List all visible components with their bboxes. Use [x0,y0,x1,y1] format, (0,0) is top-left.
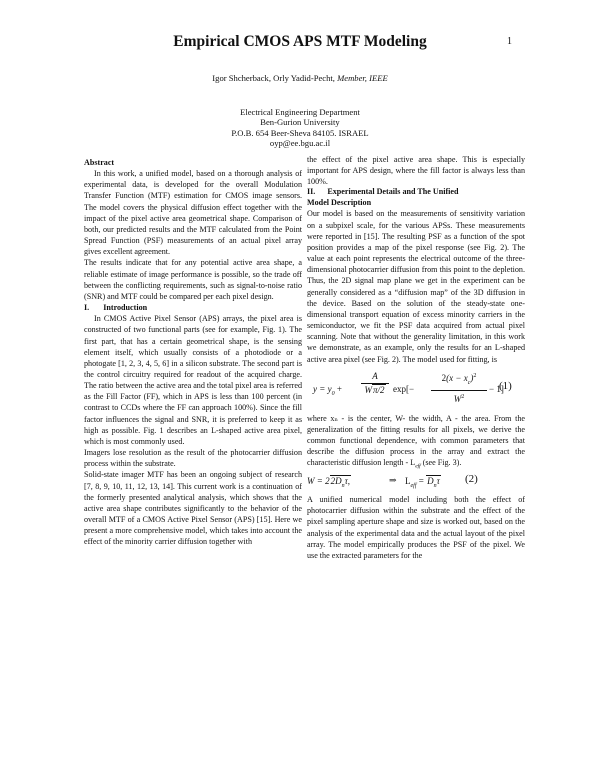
affiliation-university: Ben-Gurion University [260,117,340,128]
eq2-arrow: ⇒ [389,475,397,486]
eq1-lhs: $y = y_0$ + [313,383,342,397]
equation-number-1: (1) [499,379,512,392]
equation-1 [307,371,525,409]
eq1-fraction [361,371,389,396]
author-role: Member, IEEE [337,73,388,83]
abstract-paragraph: The results indicate that for any potential active area shape, a reliable estimate of image performance is possible, so the trade off between the conflicting requirements, such as signal-to-noise ratio (SNR) and MTF could be compared per each pixel design. [84,258,302,301]
section-title-line1: Experimental Details and The Unified [327,187,459,197]
body-paragraph: A unified numerical model including both the effect of photocarrier diffusion within the substrate and the effect of the pixel sampling aperture shape and size is worked out, based on the analysis of the experimental data and the actual layout of the pixel array. The model empirically produces the PSF of the pixel. We use the extracted parameters for the [307,495,525,560]
body-paragraph: where xₙ - is the center, W- the width, A - the area. From the generalization of the fitting results for all pixels, we derive the common functional dependence, with common parameters that describe the diffusion process in the array and extract the characteristic diffusion length - $L_{eff}$ (see Fig. 3). [307,413,525,470]
affiliation-address: P.O.B. 654 Beer-Sheva 84105. ISRAEL [231,127,369,138]
left-column [84,157,302,547]
eq2-lhs: $W = 22D_n\tau$, [307,476,351,489]
eq2-rhs: $L_{eff} = D_n\tau$ [405,476,440,489]
body-paragraph: Our model is based on the measurements of sensitivity variation on a subpixel scale, for the various APSs. These measurements were reported in [15]. The resulting PSF as a function of the spot position provides a map of the pixel response (see Fig. 2). The value at each point represents the electrical outcome of the three-dimensional photocarrier diffusion from this point to the depletion. Thus, the 2D signal map plane we get in the experiment can be generally considered as a “diffusion map” of the 3D diffusion in the device. Based on the solution of the steady-state one-dimensional transport equation of excess minority carriers in the semiconductor, we fit the PSF data acquired from actual pixel scanning. Note that without the generality limitation, in this work we demonstrate, as an example, only the results for an L-shaped active area pixel (see Fig. 2). The model used for fitting, is [307,209,525,364]
paper-title: Empirical CMOS APS MTF Modeling [173,33,427,50]
eq1-denominator-2: $W^2$ [453,393,465,404]
body-paragraph: Solid-state imager MTF has been an ongoing subject of research [7, 8, 9, 10, 11, 12, 13, 14]. This current work is a continuation of the formerly presented analytical analysis, which shows that the active area shape contributes significantly to the behavior of the overall MTF of a CMOS Active Pixel Sensor (APS) [15]. Here we present a more comprehensive model, which takes into account the effect of the minority carrier diffusion together with [84,470,302,547]
body-paragraph: In CMOS Active Pixel Sensor (APS) arrays, the pixel area is constructed of two functional parts (see for example, Fig. 1). The first part, that has a certain geometrical shape, is the sensing element itself, which usually consists of a photodiode or a photogate [1, 2, 3, 4, 5, 6] in a silicon substrate. The second part is the control circuitry required for readout of the acquired charge. The ratio between the active area and the total pixel area is referred as the Fill Factor (FF), which in APS is less than 100 percent (in contrast to CCDs where the FF can approach 100%). Since the fill factor influences the signal and SNR, it is preferred to keep it as high as possible. Fig. 1 describes an L-shaped active area pixel, which is most commonly used. [84,314,302,446]
equation-number-2: (2) [465,473,478,486]
abstract-heading: Abstract [84,158,115,167]
section-title-line2: Model Description [307,197,372,207]
eq1-tail: − 1] [489,383,504,394]
affiliation-email: oyp@ee.bgu.ac.il [269,138,331,149]
eq1-numerator: A [361,371,389,384]
body-paragraph: the effect of the pixel active area shape. This is especially important for APS design, where the fill factor is always less than 100%. [307,155,525,187]
author-names: Igor Shcherback, Orly Yadid-Pecht, [212,73,335,83]
abstract-paragraph: In this work, a unified model, based on a thorough analysis of experimental data, is developed for the overall Modulation Transfer Function (MTF) estimation for CMOS image sensors. The model covers the physical diffusion effect together with the impact of the pixel active area geometrical shape. Comparison of both, our predicted results and the MTF calculated from the Point Spread Function (PSF) measurements of an actual pixel array gives excellent agreement. [84,169,302,257]
body-paragraph: Imagers lose resolution as the result of the photocarrier diffusion process within the substrate. [84,448,302,469]
section-number: II. [307,187,316,197]
right-column [307,154,525,561]
eq1-denominator: Wπ/2 [364,384,385,395]
section-heading-introduction [84,302,302,313]
section-heading-experimental [307,187,525,208]
eq1-fraction-2 [431,371,487,405]
section-number: I. [84,303,90,313]
eq1-numerator-2: $2(x - x_c)^2$ [431,371,487,391]
section-title: Introduction [103,303,148,313]
author-line [0,73,600,83]
eq1-exp: exp[− [393,383,415,394]
affiliation-department: Electrical Engineering Department [240,107,360,117]
page-number: 1 [507,36,512,47]
equation-2 [307,474,525,491]
affiliation-block [0,107,600,149]
